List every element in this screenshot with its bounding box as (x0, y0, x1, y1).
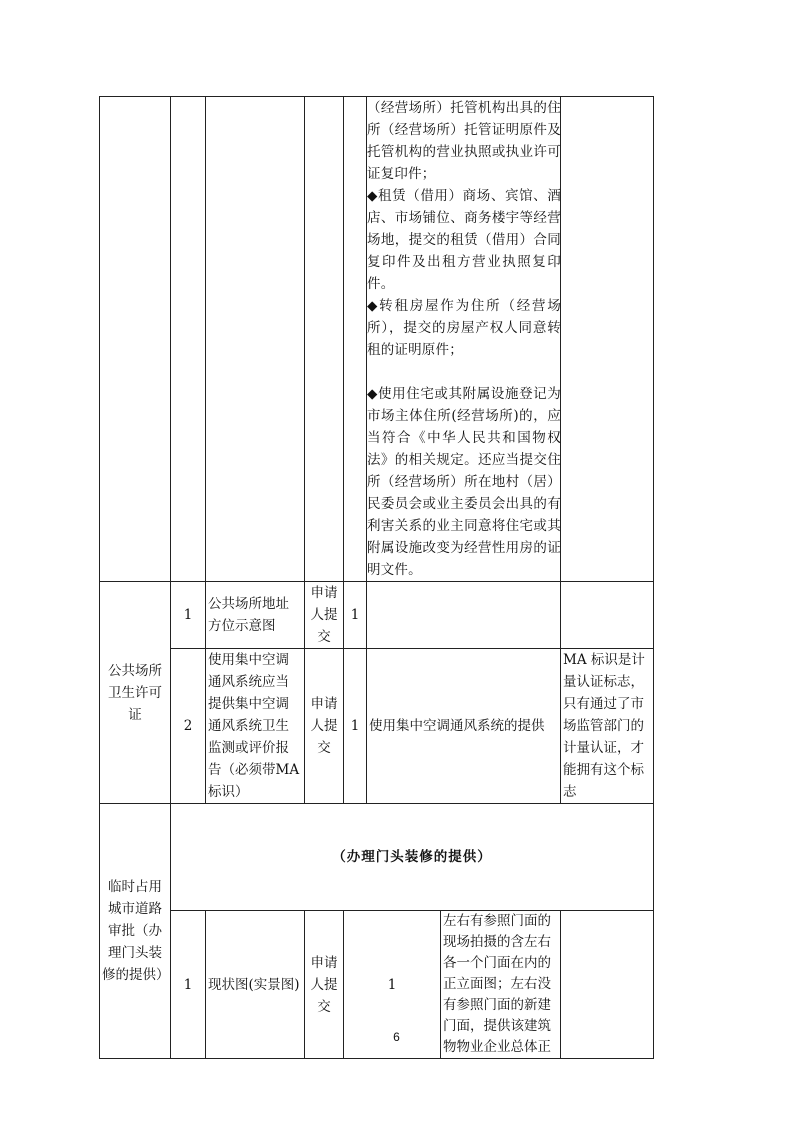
requirement-cell: 左右有参照门面的现场拍摄的含左右各一个门面在内的正立面图；左右没有参照门面的新建门面，提供该建筑物物业企业总体正 (441, 911, 561, 1059)
no-cell: 2 (171, 649, 206, 804)
requirement-cell (367, 97, 561, 582)
table-row (100, 97, 654, 582)
table-row (100, 804, 654, 911)
note-cell (561, 97, 654, 582)
copies-cell: 1 (344, 582, 367, 649)
item-cell (100, 97, 171, 582)
name-cell: 使用集中空调通风系统应当提供集中空调通风系统卫生监测或评价报告（必须带MA标识） (206, 649, 305, 804)
copies-cell (344, 97, 367, 582)
page-number: 6 (393, 1030, 400, 1044)
name-cell (206, 97, 305, 582)
section-heading: （办理门头装修的提供） (171, 804, 654, 911)
no-cell (171, 97, 206, 582)
requirement-text: （经营场所）托管机构出具的住所（经营场所）托管证明原件及托管机构的营业执照或执业许可证复印件； ◆租赁（借用）商场、宾馆、酒店、市场铺位、商务楼宇等经营场地，提交的租赁（借用）合同复印件及出租方营业执照复印件。 ◆转租房屋作为住所（经营场所），提交的房屋产权人同意转租的证明原件； ◆使用住宅或其附属设施登记为市场主体住所(经营场所)的，应当符合《中华人民共和国物权法》的相关规定。还应当提交住所（经营场所）所在地村（居）民委员会或业主委员会出具的有利害关系的业主同意将住宅或其附属设施改变为经营性用房的证明文件。 (367, 100, 561, 578)
source-cell: 申请人提交 (305, 911, 344, 1059)
note-cell: MA 标识是计量认证标志，只有通过了市场监管部门的计量认证，才能拥有这个标志 (561, 649, 654, 804)
no-cell: 1 (171, 582, 206, 649)
copies-cell: 1 (344, 649, 367, 804)
item-cell: 公共场所卫生许可证 (100, 582, 171, 804)
materials-table (99, 96, 654, 1059)
name-cell: 公共场所地址方位示意图 (206, 582, 305, 649)
requirement-cell: 使用集中空调通风系统的提供 (367, 649, 561, 804)
source-cell: 申请人提交 (305, 649, 344, 804)
table-row (100, 582, 654, 649)
copies-cell: 1 (344, 911, 441, 1059)
no-cell: 1 (171, 911, 206, 1059)
item-cell: 临时占用城市道路审批（办理门头装修的提供） (100, 804, 171, 1059)
table-row (100, 649, 654, 804)
source-cell: 申请人提交 (305, 582, 344, 649)
requirement-cell (367, 582, 561, 649)
name-cell: 现状图(实景图) (206, 911, 305, 1059)
note-cell (561, 582, 654, 649)
source-cell (305, 97, 344, 582)
